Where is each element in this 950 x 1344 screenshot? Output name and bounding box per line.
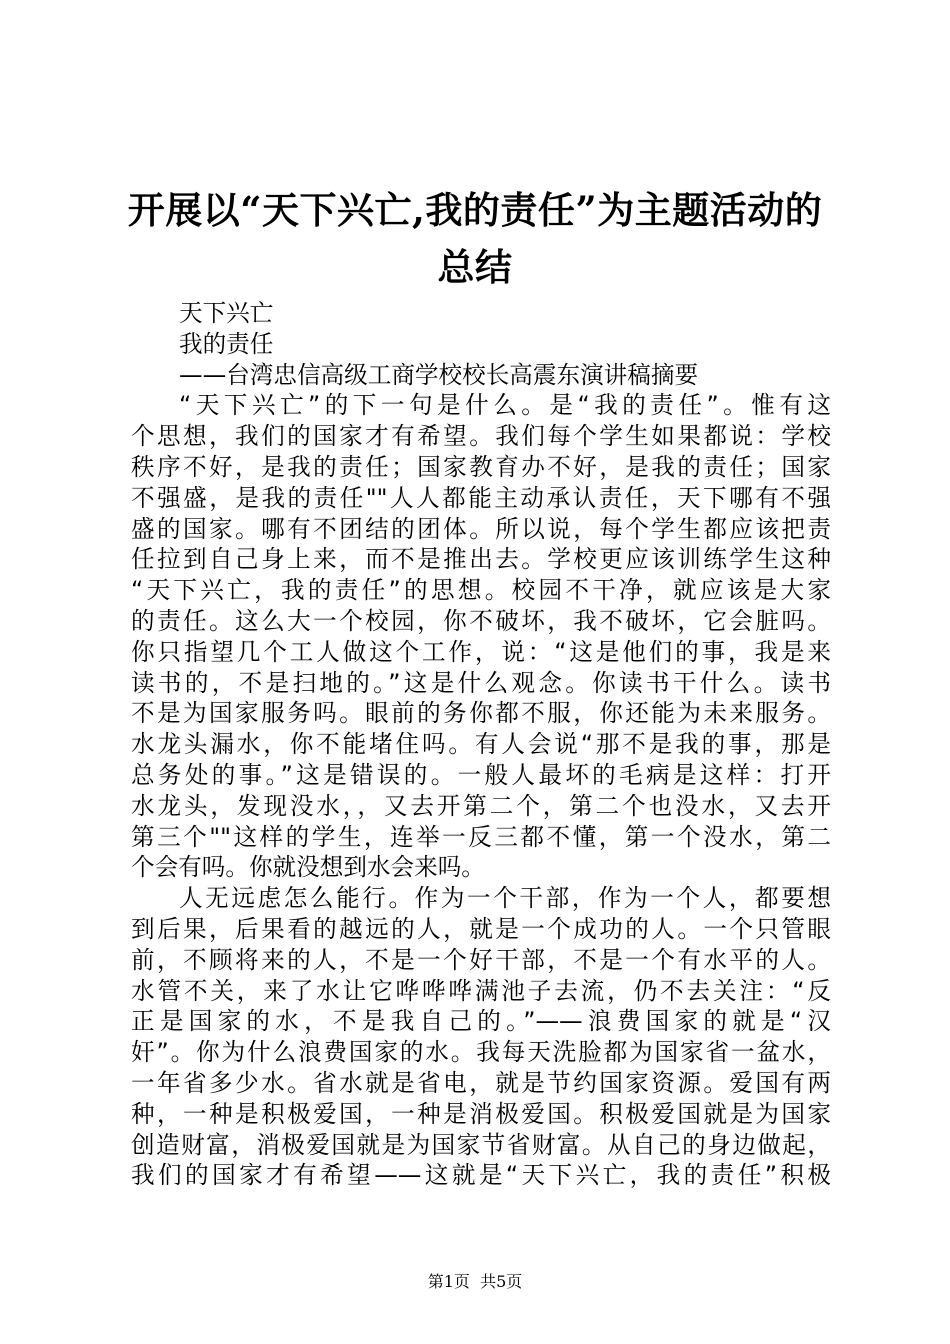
paragraph-line: 不强盛，是我的责任""人人都能主动承认责任，天下哪有不强 — [131, 483, 831, 512]
paragraph-line: 一年省多少水。省水就是省电，就是节约国家资源。爱国有两 — [131, 1068, 831, 1097]
paragraph-line: 个会有吗。你就没想到水会来吗。 — [131, 853, 485, 882]
paragraph-line: 到后果，后果看的越远的人，就是一个成功的人。一个只管眼 — [131, 914, 831, 943]
paragraph-line: 不是为国家服务吗。眼前的务你都不服，你还能为未来服务。 — [131, 699, 831, 728]
paragraph-line: 个思想，我们的国家才有希望。我们每个学生如果都说：学校 — [131, 422, 831, 451]
title-line: 总结 — [437, 245, 513, 289]
heading-line: 我的责任 — [179, 329, 274, 358]
heading-line: 天下兴亡 — [179, 299, 274, 327]
paragraph-line: 的责任。这么大一个校园，你不破坏，我不破坏，它会脏吗。 — [131, 606, 831, 635]
paragraph-line: 种，一种是积极爱国，一种是消极爱国。积极爱国就是为国家 — [131, 1099, 831, 1128]
paragraph-line: 盛的国家。哪有不团结的团体。所以说，每个学生都应该把责 — [131, 514, 831, 543]
paragraph-line: 前，不顾将来的人，不是一个好干部，不是一个有水平的人。 — [131, 945, 831, 974]
paragraph-line: 读书的，不是扫地的。”这是什么观念。你读书干什么。读书 — [131, 668, 831, 697]
paragraph-line: 正是国家的水，不是我自己的。”——浪费国家的就是“汉 — [131, 1007, 831, 1036]
paragraph-line: “天下兴亡，我的责任”的思想。校园不干净，就应该是大家 — [131, 576, 831, 605]
paragraph-line: 创造财富，消极爱国就是为国家节省财富。从自己的身边做起， — [131, 1130, 831, 1159]
page-footer: 第1页 共5页 — [427, 1272, 523, 1291]
paragraph-line: 总务处的事。”这是错误的。一般人最坏的毛病是这样：打开 — [131, 760, 831, 789]
paragraph-line: 水龙头漏水，你不能堵住吗。有人会说“那不是我的事，那是 — [131, 730, 831, 759]
paragraph-line: 奸”。你为什么浪费国家的水。我每天洗脸都为国家省一盆水， — [131, 1038, 831, 1067]
paragraph-line: 任拉到自己身上来，而不是推出去。学校更应该训练学生这种 — [131, 545, 831, 574]
paragraph-line: 人无远虑怎么能行。作为一个干部，作为一个人，都要想 — [179, 884, 831, 913]
paragraph-line: 水管不关，来了水让它哗哗哗满池子去流，仍不去关注：“反 — [131, 976, 831, 1005]
title-line: 开展以“天下兴亡,我的责任”为主题活动的 — [127, 188, 823, 232]
paragraph-line: “天下兴亡”的下一句是什么。是“我的责任”。惟有这 — [179, 391, 831, 420]
document-body — [131, 298, 831, 1191]
paragraph-line: 第三个""这样的学生，连举一反三都不懂，第一个没水，第二 — [131, 822, 831, 851]
document-title — [100, 182, 850, 296]
heading-line: ——台湾忠信高级工商学校校长高震东演讲稿摘要 — [179, 360, 699, 389]
paragraph-line: 水龙头，发现没水，，又去开第二个，第二个也没水，又去开 — [131, 791, 831, 820]
paragraph-line: 秩序不好，是我的责任；国家教育办不好，是我的责任；国家 — [131, 452, 831, 481]
paragraph-line: 我们的国家才有希望——这就是“天下兴亡，我的责任”积极 — [131, 1161, 831, 1190]
paragraph-line: 你只指望几个工人做这个工作，说：“这是他们的事，我是来 — [131, 637, 831, 666]
